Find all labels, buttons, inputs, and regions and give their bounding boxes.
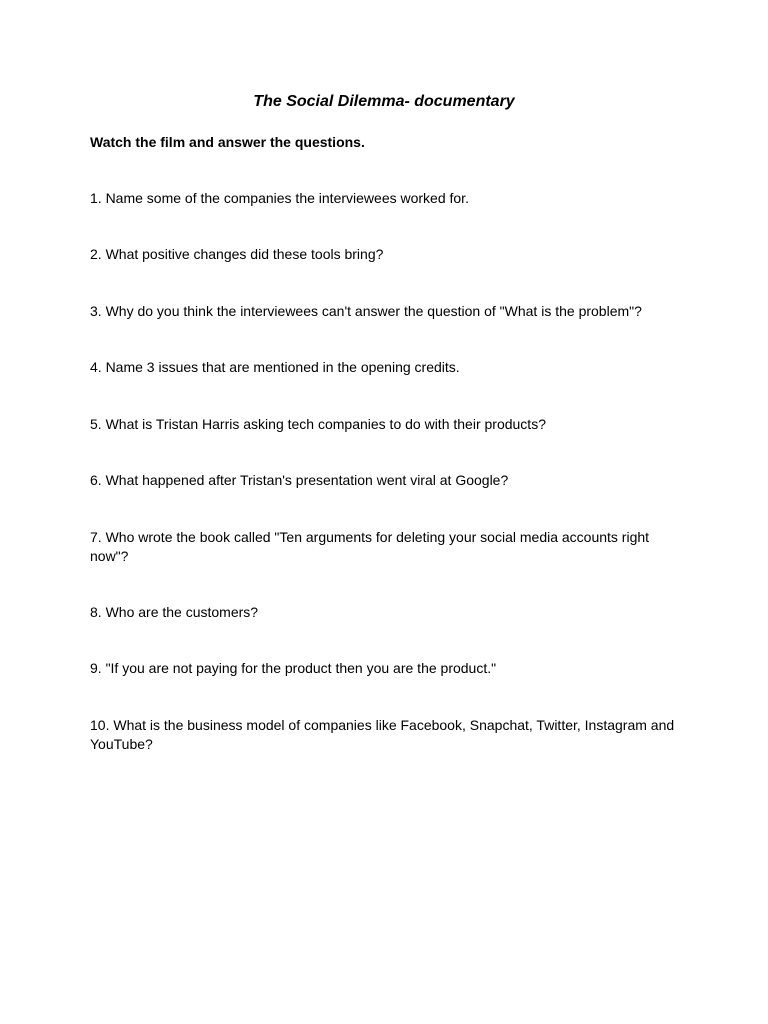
- instruction-text: Watch the film and answer the questions.: [90, 134, 365, 150]
- question-3: 3. Why do you think the interviewees can't answer the question of "What is the problem"?: [90, 303, 642, 319]
- question-5: 5. What is Tristan Harris asking tech companies to do with their products?: [90, 416, 546, 432]
- question-8: 8. Who are the customers?: [90, 604, 259, 620]
- question-4: 4. Name 3 issues that are mentioned in the opening credits.: [90, 359, 460, 375]
- question-9: 9. "If you are not paying for the product then you are the product.": [90, 660, 497, 676]
- question-1: 1. Name some of the companies the interviewees worked for.: [90, 190, 469, 206]
- question-6: 6. What happened after Tristan's presentation went viral at Google?: [90, 472, 509, 488]
- question-7: 7. Who wrote the book called "Ten arguments for deleting your social media accounts right now"?: [90, 529, 650, 564]
- question-10: 10. What is the business model of companies like Facebook, Snapchat, Twitter, Instagram and YouTube?: [90, 717, 675, 752]
- question-2: 2. What positive changes did these tools bring?: [90, 246, 384, 262]
- document-title: The Social Dilemma- documentary: [253, 93, 515, 110]
